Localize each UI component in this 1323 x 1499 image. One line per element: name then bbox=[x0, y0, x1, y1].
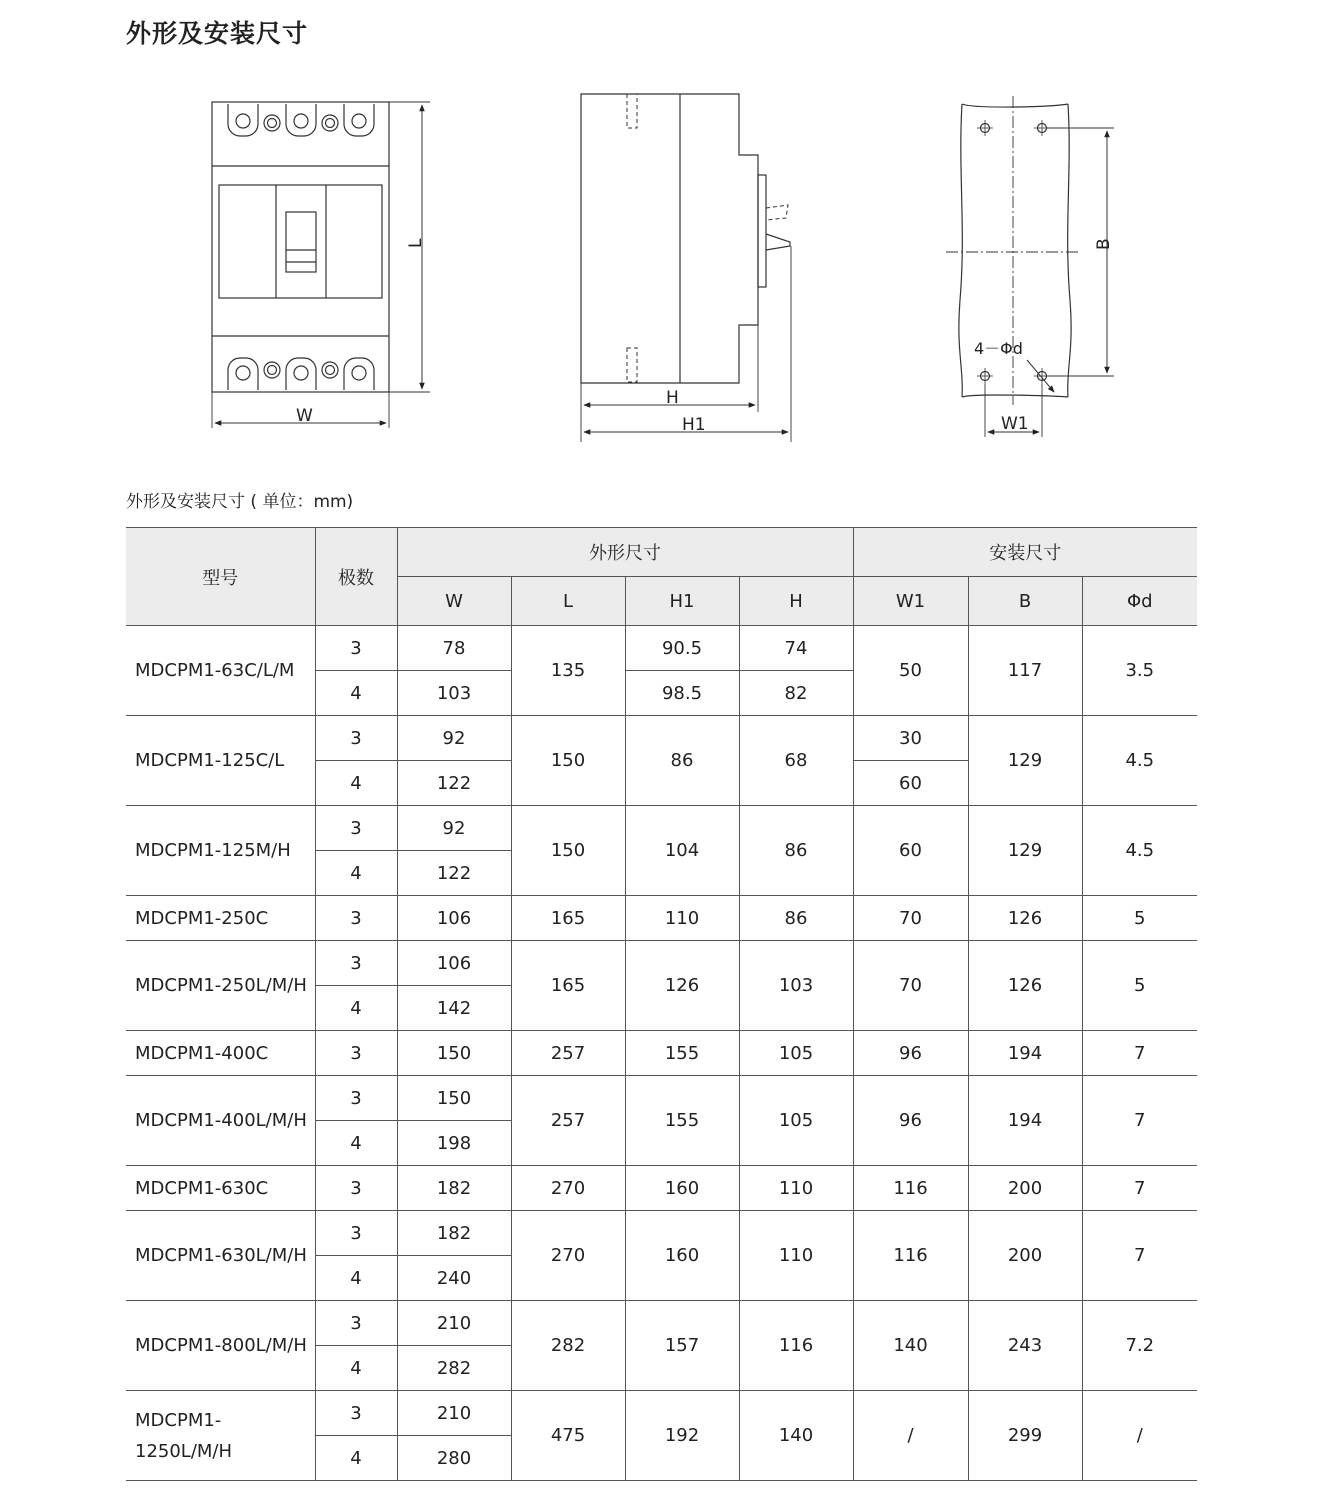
b-cell: 194 bbox=[968, 1031, 1082, 1076]
h1-cell: 160 bbox=[625, 1211, 739, 1301]
d-cell: 5 bbox=[1082, 941, 1197, 1031]
h-cell: 103 bbox=[739, 941, 853, 1031]
model-cell: MDCPM1-400C bbox=[126, 1031, 315, 1076]
poles-cell: 3 bbox=[315, 716, 397, 761]
poles-cell: 4 bbox=[315, 761, 397, 806]
mounting-view-drawing bbox=[946, 96, 1114, 437]
w-cell: 240 bbox=[397, 1256, 511, 1301]
side-h-label: H bbox=[666, 388, 679, 408]
h-cell: 82 bbox=[739, 671, 853, 716]
poles-cell: 3 bbox=[315, 896, 397, 941]
w-cell: 78 bbox=[397, 626, 511, 671]
h-cell: 110 bbox=[739, 1166, 853, 1211]
poles-cell: 3 bbox=[315, 1211, 397, 1256]
l-cell: 257 bbox=[511, 1076, 625, 1166]
w-cell: 92 bbox=[397, 716, 511, 761]
table-row bbox=[126, 896, 1197, 941]
b-cell: 200 bbox=[968, 1166, 1082, 1211]
w1-cell: 70 bbox=[853, 896, 968, 941]
w-cell: 122 bbox=[397, 761, 511, 806]
b-cell: 243 bbox=[968, 1301, 1082, 1391]
w-cell: 142 bbox=[397, 986, 511, 1031]
h-cell: 105 bbox=[739, 1031, 853, 1076]
poles-cell: 4 bbox=[315, 1436, 397, 1481]
header-poles: 极数 bbox=[315, 528, 397, 626]
w-cell: 106 bbox=[397, 941, 511, 986]
d-cell: 7 bbox=[1082, 1166, 1197, 1211]
poles-cell: 3 bbox=[315, 806, 397, 851]
w-cell: 103 bbox=[397, 671, 511, 716]
d-cell: 4.5 bbox=[1082, 806, 1197, 896]
header-install-group: 安装尺寸 bbox=[853, 528, 1197, 577]
w-cell: 280 bbox=[397, 1436, 511, 1481]
model-cell: MDCPM1-63C/L/M bbox=[126, 626, 315, 716]
h1-cell: 155 bbox=[625, 1031, 739, 1076]
h1-cell: 90.5 bbox=[625, 626, 739, 671]
l-cell: 475 bbox=[511, 1391, 625, 1481]
h1-cell: 86 bbox=[625, 716, 739, 806]
w1-cell: 70 bbox=[853, 941, 968, 1031]
l-cell: 270 bbox=[511, 1211, 625, 1301]
h1-cell: 192 bbox=[625, 1391, 739, 1481]
table-row bbox=[126, 1076, 1197, 1121]
w1-cell: 60 bbox=[853, 806, 968, 896]
mount-b-label: B bbox=[1094, 238, 1114, 250]
dimensions-table bbox=[126, 527, 1197, 1481]
model-cell: MDCPM1-800L/M/H bbox=[126, 1301, 315, 1391]
w1-cell: 60 bbox=[853, 761, 968, 806]
d-cell: 7.2 bbox=[1082, 1301, 1197, 1391]
header-h1: H1 bbox=[625, 577, 739, 626]
poles-cell: 3 bbox=[315, 1391, 397, 1436]
w-cell: 282 bbox=[397, 1346, 511, 1391]
poles-cell: 4 bbox=[315, 671, 397, 716]
side-view-drawing bbox=[581, 94, 791, 442]
d-cell: 4.5 bbox=[1082, 716, 1197, 806]
w1-cell: 96 bbox=[853, 1031, 968, 1076]
h-cell: 116 bbox=[739, 1301, 853, 1391]
h1-cell: 126 bbox=[625, 941, 739, 1031]
w1-cell: 96 bbox=[853, 1076, 968, 1166]
model-cell: MDCPM1-125M/H bbox=[126, 806, 315, 896]
w-cell: 92 bbox=[397, 806, 511, 851]
d-cell: 7 bbox=[1082, 1031, 1197, 1076]
model-cell: MDCPM1-125C/L bbox=[126, 716, 315, 806]
model-cell: MDCPM1-630L/M/H bbox=[126, 1211, 315, 1301]
b-cell: 200 bbox=[968, 1211, 1082, 1301]
model-cell: MDCPM1-1250L/M/H bbox=[126, 1391, 315, 1481]
w1-cell: 30 bbox=[853, 716, 968, 761]
d-cell: 7 bbox=[1082, 1076, 1197, 1166]
l-cell: 257 bbox=[511, 1031, 625, 1076]
h-cell: 86 bbox=[739, 806, 853, 896]
poles-cell: 3 bbox=[315, 626, 397, 671]
header-b: B bbox=[968, 577, 1082, 626]
h1-cell: 155 bbox=[625, 1076, 739, 1166]
b-cell: 126 bbox=[968, 941, 1082, 1031]
poles-cell: 4 bbox=[315, 851, 397, 896]
poles-cell: 3 bbox=[315, 1166, 397, 1211]
l-cell: 165 bbox=[511, 941, 625, 1031]
poles-cell: 4 bbox=[315, 1346, 397, 1391]
table-row bbox=[126, 626, 1197, 671]
d-cell: / bbox=[1082, 1391, 1197, 1481]
w-cell: 122 bbox=[397, 851, 511, 896]
b-cell: 129 bbox=[968, 806, 1082, 896]
table-row bbox=[126, 1031, 1197, 1076]
model-cell: MDCPM1-250C bbox=[126, 896, 315, 941]
b-cell: 194 bbox=[968, 1076, 1082, 1166]
w-cell: 150 bbox=[397, 1031, 511, 1076]
d-cell: 3.5 bbox=[1082, 626, 1197, 716]
h-cell: 68 bbox=[739, 716, 853, 806]
poles-cell: 3 bbox=[315, 941, 397, 986]
header-model: 型号 bbox=[126, 528, 315, 626]
l-cell: 270 bbox=[511, 1166, 625, 1211]
w-cell: 150 bbox=[397, 1076, 511, 1121]
h1-cell: 104 bbox=[625, 806, 739, 896]
model-cell: MDCPM1-400L/M/H bbox=[126, 1076, 315, 1166]
header-l: L bbox=[511, 577, 625, 626]
w-cell: 182 bbox=[397, 1211, 511, 1256]
b-cell: 126 bbox=[968, 896, 1082, 941]
front-view-drawing bbox=[212, 102, 430, 428]
l-cell: 150 bbox=[511, 716, 625, 806]
w-cell: 198 bbox=[397, 1121, 511, 1166]
model-cell: MDCPM1-630C bbox=[126, 1166, 315, 1211]
table-row bbox=[126, 941, 1197, 986]
table-body bbox=[126, 626, 1197, 1481]
table-row bbox=[126, 1391, 1197, 1436]
l-cell: 135 bbox=[511, 626, 625, 716]
mount-w1-label: W1 bbox=[1001, 414, 1029, 434]
side-h1-label: H1 bbox=[682, 415, 706, 435]
poles-cell: 4 bbox=[315, 986, 397, 1031]
page-title: 外形及安装尺寸 bbox=[126, 19, 309, 48]
header-outline-group: 外形尺寸 bbox=[397, 528, 853, 577]
w-cell: 210 bbox=[397, 1391, 511, 1436]
l-cell: 282 bbox=[511, 1301, 625, 1391]
b-cell: 129 bbox=[968, 716, 1082, 806]
h1-cell: 110 bbox=[625, 896, 739, 941]
poles-cell: 3 bbox=[315, 1301, 397, 1346]
table-row bbox=[126, 716, 1197, 761]
w-cell: 182 bbox=[397, 1166, 511, 1211]
header-d: Φd bbox=[1082, 577, 1197, 626]
h1-cell: 98.5 bbox=[625, 671, 739, 716]
w1-cell: 116 bbox=[853, 1211, 968, 1301]
b-cell: 117 bbox=[968, 626, 1082, 716]
h1-cell: 160 bbox=[625, 1166, 739, 1211]
w-cell: 210 bbox=[397, 1301, 511, 1346]
table-row bbox=[126, 1301, 1197, 1346]
table-row bbox=[126, 1166, 1197, 1211]
w1-cell: 116 bbox=[853, 1166, 968, 1211]
outline-drawings bbox=[0, 0, 1323, 470]
front-length-label: L bbox=[406, 238, 426, 248]
w1-cell: 140 bbox=[853, 1301, 968, 1391]
front-width-label: W bbox=[296, 406, 313, 426]
h-cell: 86 bbox=[739, 896, 853, 941]
poles-cell: 4 bbox=[315, 1256, 397, 1301]
w1-cell: 50 bbox=[853, 626, 968, 716]
h-cell: 140 bbox=[739, 1391, 853, 1481]
h-cell: 110 bbox=[739, 1211, 853, 1301]
h-cell: 74 bbox=[739, 626, 853, 671]
b-cell: 299 bbox=[968, 1391, 1082, 1481]
model-cell: MDCPM1-250L/M/H bbox=[126, 941, 315, 1031]
h1-cell: 157 bbox=[625, 1301, 739, 1391]
header-w: W bbox=[397, 577, 511, 626]
l-cell: 165 bbox=[511, 896, 625, 941]
mount-hole-label: 4－Φd bbox=[974, 339, 1023, 358]
l-cell: 150 bbox=[511, 806, 625, 896]
table-caption: 外形及安装尺寸 ( 单位：mm) bbox=[126, 492, 354, 512]
table-row bbox=[126, 1211, 1197, 1256]
table-row bbox=[126, 806, 1197, 851]
d-cell: 5 bbox=[1082, 896, 1197, 941]
header-h: H bbox=[739, 577, 853, 626]
poles-cell: 3 bbox=[315, 1076, 397, 1121]
header-w1: W1 bbox=[853, 577, 968, 626]
poles-cell: 4 bbox=[315, 1121, 397, 1166]
h-cell: 105 bbox=[739, 1076, 853, 1166]
poles-cell: 3 bbox=[315, 1031, 397, 1076]
w1-cell: / bbox=[853, 1391, 968, 1481]
d-cell: 7 bbox=[1082, 1211, 1197, 1301]
w-cell: 106 bbox=[397, 896, 511, 941]
